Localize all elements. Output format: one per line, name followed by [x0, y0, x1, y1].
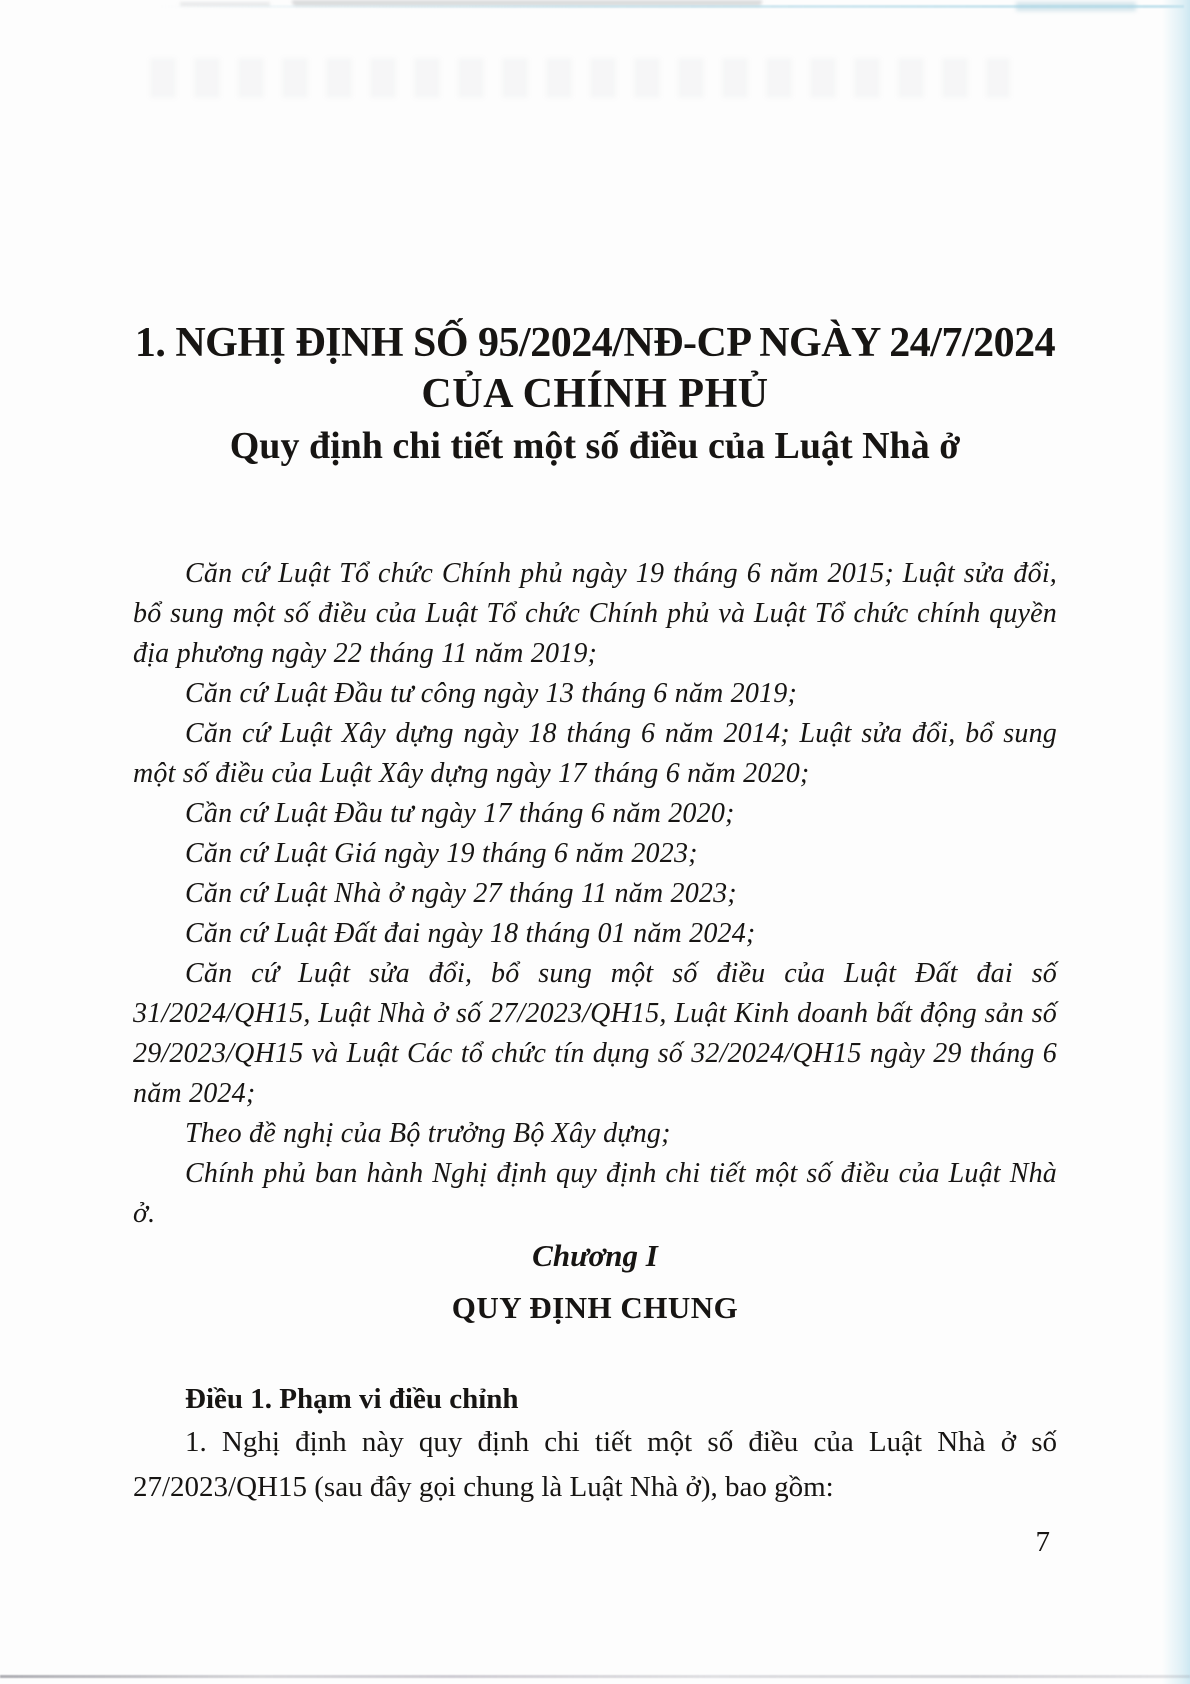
chapter-heading-block — [133, 1236, 1057, 1330]
preamble-paragraph-10: Chính phủ ban hành Nghị định quy định chi tiết một số điều của Luật Nhà ở. — [133, 1158, 1057, 1229]
chapter-title: QUY ĐỊNH CHUNG — [451, 1290, 739, 1325]
decree-title-line-1: 1. NGHỊ ĐỊNH SỐ 95/2024/NĐ-CP NGÀY 24/7/2024 — [134, 320, 1056, 366]
preamble-paragraph-5: Căn cứ Luật Giá ngày 19 tháng 6 năm 2023; — [185, 838, 698, 869]
preamble-paragraph-2: Căn cứ Luật Đầu tư công ngày 13 tháng 6 năm 2019; — [185, 678, 797, 709]
preamble-section — [133, 554, 1057, 1234]
chapter-number: Chương I — [532, 1238, 658, 1273]
preamble-paragraph-1: Căn cứ Luật Tổ chức Chính phủ ngày 19 tháng 6 năm 2015; Luật sửa đổi, bổ sung một số điều của Luật Tổ chức Chính phủ và Luật Tổ chức chính quyền địa phương ngày 22 tháng 11 năm 2019; — [133, 558, 1057, 669]
preamble-paragraph-8: Căn cứ Luật sửa đổi, bổ sung một số điều của Luật Đất đai số 31/2024/QH15, Luật Nhà ở số 27/2023/QH15, Luật Kinh doanh bất động sản số 29/2023/QH15 và Luật Các tổ chức tín dụng số 32/2024/QH15 ngày 29 tháng 6 năm 2024; — [133, 958, 1057, 1109]
preamble-paragraph-9: Theo đề nghị của Bộ trưởng Bộ Xây dựng; — [185, 1118, 671, 1149]
decree-title-line-2: CỦA CHÍNH PHỦ — [421, 371, 769, 417]
decree-title-line-3: Quy định chi tiết một số điều của Luật Nhà ở — [229, 425, 961, 467]
decree-title-block — [133, 318, 1057, 472]
preamble-paragraph-7: Căn cứ Luật Đất đai ngày 18 tháng 01 năm 2024; — [185, 918, 756, 949]
page-number: 7 — [1035, 1526, 1050, 1558]
article-1-body — [133, 1420, 1057, 1510]
preamble-paragraph-3: Căn cứ Luật Xây dựng ngày 18 tháng 6 năm 2014; Luật sửa đổi, bổ sung một số điều của Luật Xây dựng ngày 17 tháng 6 năm 2020; — [133, 718, 1057, 789]
preamble-paragraph-4: Cần cứ Luật Đầu tư ngày 17 tháng 6 năm 2020; — [185, 798, 735, 829]
preamble-paragraph-6: Căn cứ Luật Nhà ở ngày 27 tháng 11 năm 2023; — [185, 878, 737, 909]
article-1-paragraph-1: 1. Nghị định này quy định chi tiết một số điều của Luật Nhà ở số 27/2023/QH15 (sau đây gọi chung là Luật Nhà ở), bao gồm: — [133, 1426, 1057, 1503]
article-1-heading: Điều 1. Phạm vi điều chỉnh — [185, 1383, 519, 1415]
